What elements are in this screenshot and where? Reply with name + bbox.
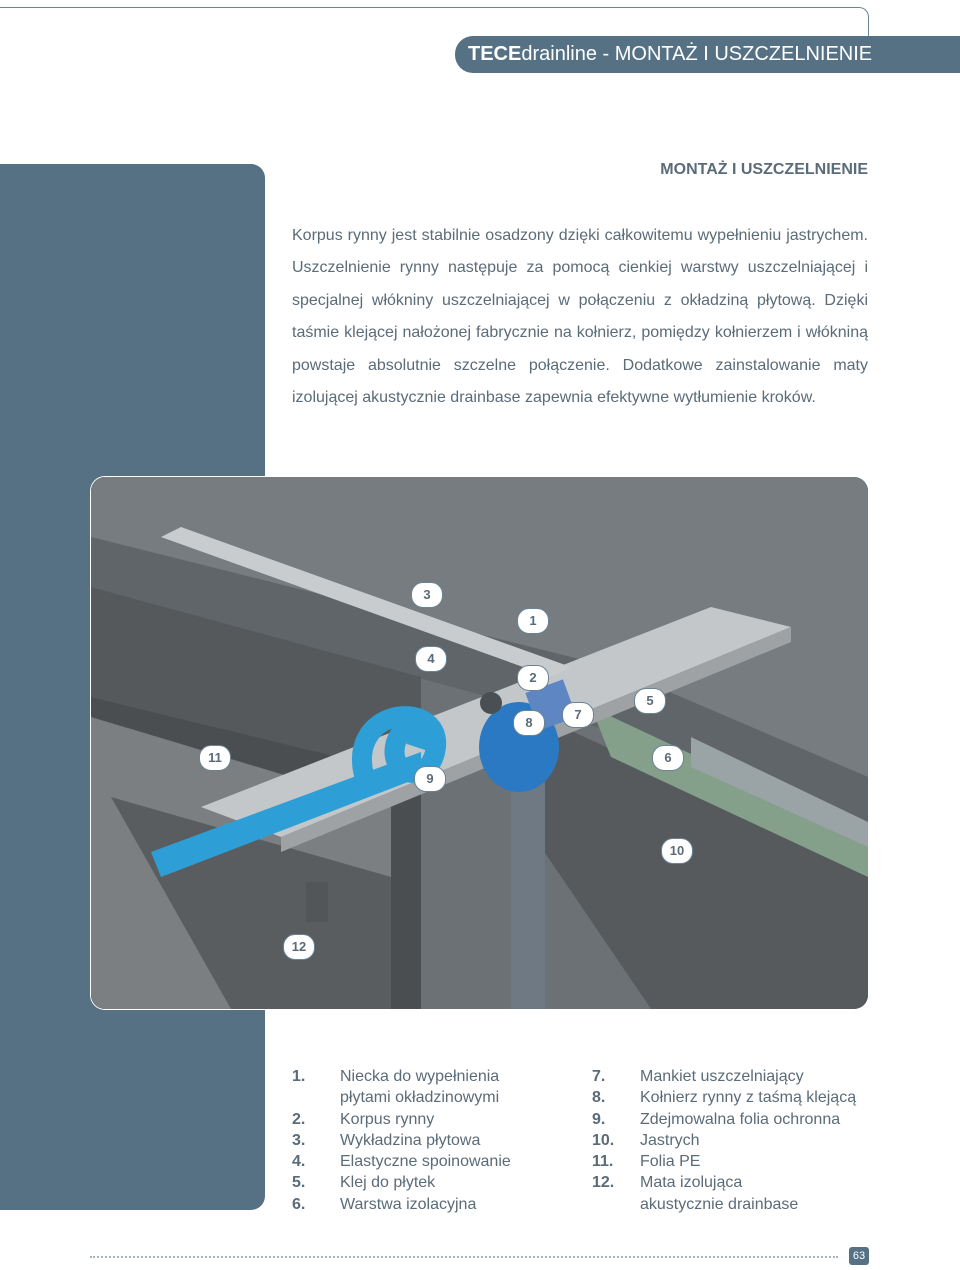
legend-left: [292, 1066, 511, 1215]
legend-item: akustycznie drainbase: [640, 1195, 799, 1213]
legend-item: 9. Zdejmowalna folia ochronna: [592, 1110, 841, 1128]
body-text: Korpus rynny jest stabilnie osadzony dzięki całkowitemu wypełnieniu jastrychem. Uszczelnienie rynny następuje za pomocą cienkiej warstwy uszczelniającej i specjalnej włókniny uszczelniającej w połączeniu z okładziną płytową. Dzięki taśmie klejącej nałożonej fabrycznie na kołnierz, pomiędzy kołnierzem i włókniną powstaje absolutnie szczelne połączenie. Dodatkowe zainstalowanie maty izolującej akustycznie drainbase zapewnia efektywne wytłumienie kroków.: [292, 227, 868, 407]
legend-item: 7. Mankiet uszczelniający: [592, 1068, 804, 1085]
legend-right: [592, 1066, 856, 1215]
callout-1: 1: [517, 608, 549, 634]
callout-2: 2: [517, 665, 549, 691]
callout-8: 8: [513, 710, 545, 736]
legend-item: 5. Klej do płytek: [292, 1174, 436, 1192]
page-number: 63: [849, 1247, 869, 1265]
top-rule-corner: [848, 7, 869, 38]
callout-6: 6: [652, 745, 684, 771]
legend-item: 11. Folia PE: [592, 1153, 701, 1171]
callout-3: 3: [411, 582, 443, 608]
legend-item: 6. Warstwa izolacyjna: [292, 1195, 477, 1213]
legend-item: 4. Elastyczne spoinowanie: [292, 1153, 511, 1171]
top-rule: [0, 7, 860, 8]
title-text: drainline - MONTAŻ I USZCZELNIENIE: [521, 43, 873, 65]
brand-name: TECE: [468, 43, 522, 65]
callout-5: 5: [634, 688, 666, 714]
footer-divider: [90, 1256, 838, 1258]
legend-item: 1. Niecka do wypełnienia: [292, 1068, 500, 1085]
legend-item: 8. Kołnierz rynny z taśmą klejącą: [592, 1089, 857, 1107]
callout-7: 7: [562, 702, 594, 728]
callout-11: 11: [199, 745, 231, 771]
legend-item: płytami okładzinowymi: [340, 1089, 500, 1107]
callout-10: 10: [661, 838, 693, 864]
callout-9: 9: [414, 766, 446, 792]
legend-item: 12. Mata izolująca: [592, 1174, 743, 1192]
header-bar: [455, 36, 960, 73]
callout-4: 4: [415, 646, 447, 672]
section-heading: MONTAŻ I USZCZELNIENIE: [660, 161, 868, 178]
legend-item: 2. Korpus rynny: [292, 1110, 435, 1128]
legend-item: 10. Jastrych: [592, 1131, 700, 1149]
legend-item: 3. Wykładzina płytowa: [292, 1131, 481, 1149]
callout-12: 12: [283, 934, 315, 960]
illustration-svg: [91, 477, 868, 1009]
page-title: [468, 43, 872, 66]
installation-illustration: [91, 477, 868, 1009]
